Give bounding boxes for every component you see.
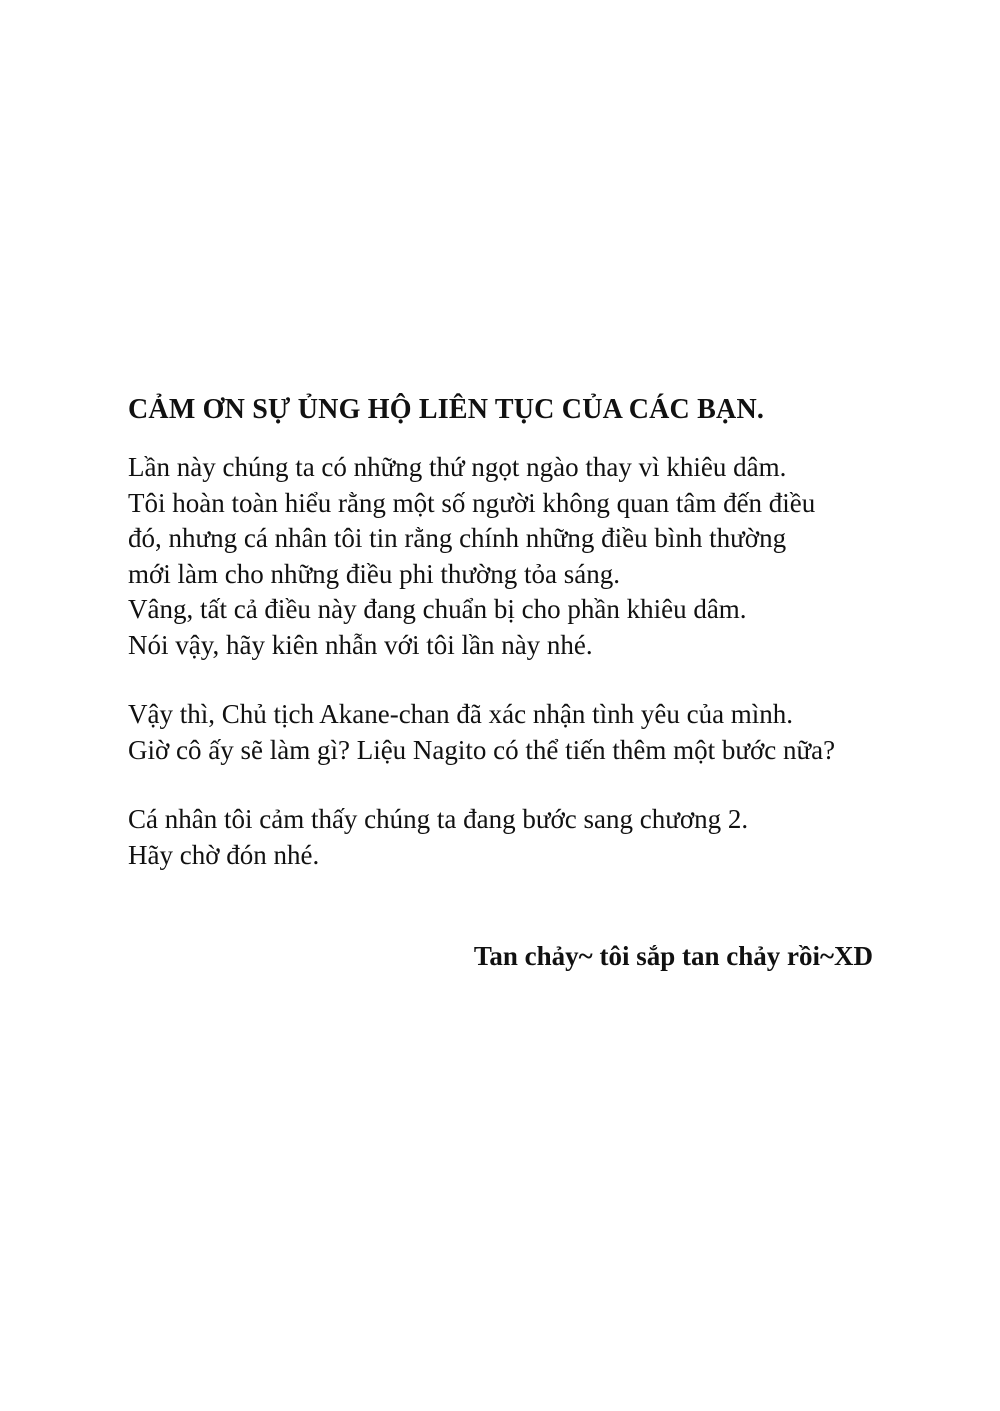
paragraph-line: Vậy thì, Chủ tịch Akane-chan đã xác nhận tình yêu của mình.: [128, 699, 794, 729]
signature: Tan chảy~ tôi sắp tan chảy rồi~XD: [473, 941, 873, 971]
paragraph-line: Nói vậy, hãy kiên nhẫn với tôi lần này nhé.: [128, 629, 593, 660]
paragraph-line: Giờ cô ấy sẽ làm gì? Liệu Nagito có thể tiến thêm một bước nữa?: [128, 734, 836, 765]
paragraph-line: Hãy chờ đón nhé.: [128, 839, 320, 870]
paragraph-3: [128, 802, 888, 873]
paragraph-line: Vâng, tất cả điều này đang chuẩn bị cho phần khiêu dâm.: [128, 594, 747, 624]
paragraph-line: đó, nhưng cá nhân tôi tin rằng chính những điều bình thường: [128, 523, 787, 553]
paragraph-line: Lần này chúng ta có những thứ ngọt ngào thay vì khiêu dâm.: [128, 452, 787, 482]
paragraph-2: [128, 697, 888, 768]
paragraph-1: [128, 450, 888, 663]
paragraph-line: mới làm cho những điều phi thường tỏa sáng.: [128, 558, 621, 589]
note-body: [128, 390, 888, 907]
thank-you-heading: CẢM ƠN SỰ ỦNG HỘ LIÊN TỤC CỦA CÁC BẠN.: [128, 394, 765, 425]
paragraph-line: Cá nhân tôi cảm thấy chúng ta đang bước sang chương 2.: [128, 804, 749, 834]
paragraph-line: Tôi hoàn toàn hiểu rằng một số người không quan tâm đến điều: [128, 487, 816, 518]
